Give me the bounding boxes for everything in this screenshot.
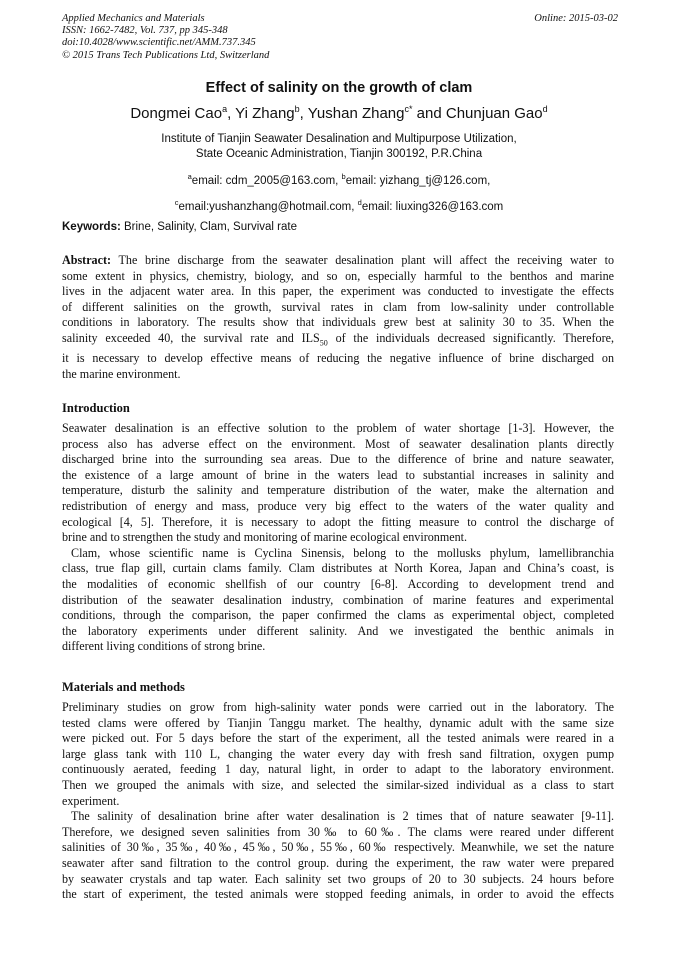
body-line: salinities of 30‰, 35‰, 40‰, 45‰, 50‰, 55‰, 60‰ respectively. Meanwhile, we set the nature xyxy=(62,840,614,855)
body-line: large glass tank with 110 L, changing the water every day with fresh sand filtration, oxygen pump xyxy=(62,746,614,761)
copyright-line: © 2015 Trans Tech Publications Ltd, Switzerland xyxy=(62,49,270,61)
body-line: the modalities of economic shellfish of our country [6-8]. According to development trend and xyxy=(62,576,614,591)
abstract-line: some extent in physics, chemistry, biology, and so on, especially harmful to the benthos and marine xyxy=(62,268,614,283)
email-c: email:yushanzhang@hotmail.com, xyxy=(178,200,358,213)
author-sup: d xyxy=(542,104,548,114)
body-line: tested clams were offered by Tianjin Tanggu market. The healthy, dynamic adult with the same size xyxy=(62,715,614,730)
abstract-line xyxy=(62,253,614,269)
author-name: Dongmei Cao xyxy=(130,105,223,122)
email-a: email: cdm_2005@163.com, xyxy=(191,174,342,187)
journal-name: Applied Mechanics and Materials xyxy=(62,13,205,24)
author-name: Yushan Zhang xyxy=(307,105,405,122)
author-separator: and xyxy=(412,105,446,122)
introduction-body xyxy=(62,421,614,655)
author-sup: b xyxy=(294,104,300,114)
abstract xyxy=(62,253,614,382)
abstract-label: Abstract: xyxy=(62,253,112,267)
email-sup: b xyxy=(341,172,346,181)
body-line: experiment. xyxy=(62,793,120,808)
body-line: continuously aerated, feeding 1 day, natural light, in order to adapt to the laboratory environment. xyxy=(62,762,614,777)
author-separator: , xyxy=(227,105,236,122)
abstract-line xyxy=(62,331,614,351)
body-line: conditions, through the comparison, the paper confirmed the clams as experimental object, completed xyxy=(62,608,614,623)
journal-header xyxy=(62,13,618,62)
abstract-text: salinity exceeded 40, the survival rate and ILS xyxy=(62,330,320,345)
methods-heading: Materials and methods xyxy=(62,680,185,694)
body-line: were picked out. For 5 days before the start of the experiment, all the tested animals were reared in a xyxy=(62,731,614,746)
body-line: discharged brine into the surrounding sea areas. Due to the difference of brine and nature seawater, xyxy=(62,452,614,467)
email-b: email: yizhang_tj@126.com, xyxy=(345,174,491,187)
body-line: Clam, whose scientific name is Cyclina Sinensis, belong to the mollusks phylum, lamellibranchia xyxy=(71,545,614,560)
email-sup: a xyxy=(187,172,192,181)
doi-line: doi:10.4028/www.scientific.net/AMM.737.345 xyxy=(62,37,256,49)
body-line: different living conditions of strong brine. xyxy=(62,639,266,654)
abstract-text: The brine discharge from the seawater desalination plant will affect the receiving water to xyxy=(111,253,614,267)
affiliation xyxy=(0,132,678,162)
author-sup: c* xyxy=(404,104,413,114)
body-line: seawater after sand filtration to the control group. during the experiment, the raw water were prepared xyxy=(62,855,614,870)
body-line: by seawater crystals and tap water. Each salinity set two groups of 20 to 30 subjects. 24 hours before xyxy=(62,871,614,886)
affiliation-line: Institute of Tianjin Seawater Desalination and Multipurpose Utilization, xyxy=(161,133,517,145)
keywords-text: Brine, Salinity, Clam, Survival rate xyxy=(120,221,297,233)
author-name: Chunjuan Gao xyxy=(445,105,543,122)
body-line: The salinity of desalination brine after water desalination is 2 times that of nature seawater [9-11]. xyxy=(71,809,614,824)
body-line: redistribution of energy and mass, produce very big effect to the waters of the water quality and xyxy=(62,498,614,513)
affiliation-line: State Oceanic Administration, Tianjin 300192, P.R.China xyxy=(195,148,483,160)
ils-subscript: 50 xyxy=(319,338,328,348)
abstract-line: lives in the adjacent water area. In this paper, the experiment was conducted to investigate the effects xyxy=(62,284,614,299)
body-line: class, true flap gill, curtain clams family. Clam distributes at North Korea, Japan and China’s coast, is xyxy=(62,561,614,576)
abstract-line: the marine environment. xyxy=(62,366,181,381)
body-line: Seawater desalination is an effective solution to the problem of water shortage [1-3]. However, the xyxy=(62,421,614,435)
introduction-heading: Introduction xyxy=(62,401,130,415)
body-line: temperature, disturb the salinity and temperature distribution of the water, make the alternation and xyxy=(62,483,614,498)
abstract-line: of different salinities on the growth, survival rates in clam from low-salinity under controllable xyxy=(62,299,614,314)
abstract-line: it is necessary to develop effective means of reducing the negative influence of brine discharged on xyxy=(62,350,614,365)
author-emails xyxy=(0,166,678,218)
body-line: Preliminary studies on grow from high-salinity water ponds were carried out in the laboratory. The xyxy=(62,700,614,714)
body-line: Therefore, we designed seven salinities from 30‰ to 60‰. The clams were reared under different xyxy=(62,824,614,839)
paper-title: Effect of salinity on the growth of clam xyxy=(205,80,473,96)
author-sup: a xyxy=(222,104,228,114)
body-line: Then we grouped the animals with size, and selected the similar-sized individual as a class to start xyxy=(62,777,614,792)
body-line: distribution of the seawater desalination industry, combination of marine features and experimental xyxy=(62,592,614,607)
author-separator: , xyxy=(299,105,308,122)
abstract-text: of the individuals decreased significantly. Therefore, xyxy=(327,330,614,345)
body-line: the laboratory experiments under different salinity. And we investigated the benthic animals in xyxy=(62,623,614,638)
body-line: brine and to strengthen the study and monitoring of marine ecological environment. xyxy=(62,530,468,545)
keywords-label: Keywords: xyxy=(62,221,121,233)
issn-line: ISSN: 1662-7482, Vol. 737, pp 345-348 xyxy=(62,25,228,37)
author-list xyxy=(0,104,678,122)
email-sup: c xyxy=(174,197,179,207)
body-line: process also has adverse effect on the environment. Most of seawater desalination plants directly xyxy=(62,436,614,451)
online-date: Online: 2015-03-02 xyxy=(534,13,618,24)
methods-body xyxy=(62,700,614,903)
body-line: the existence of a large amount of brine in the waters lead to substantial increases in salinity and xyxy=(62,467,614,482)
body-line: the start of experiment, the tested animals were stopped feeding animals, in order to avoid the effects xyxy=(62,887,614,902)
abstract-line: conditions in laboratory. The results show that individuals grew best at salinity 30 to 35. When the xyxy=(62,315,614,330)
author-name: Yi Zhang xyxy=(235,105,295,122)
email-d: email: liuxing326@163.com xyxy=(361,200,504,213)
body-line: ecological [4, 5]. Therefore, it is necessary to adopt the fitting measure to control the discharge of xyxy=(62,514,614,529)
keywords xyxy=(62,221,297,233)
email-sup: d xyxy=(357,197,362,207)
